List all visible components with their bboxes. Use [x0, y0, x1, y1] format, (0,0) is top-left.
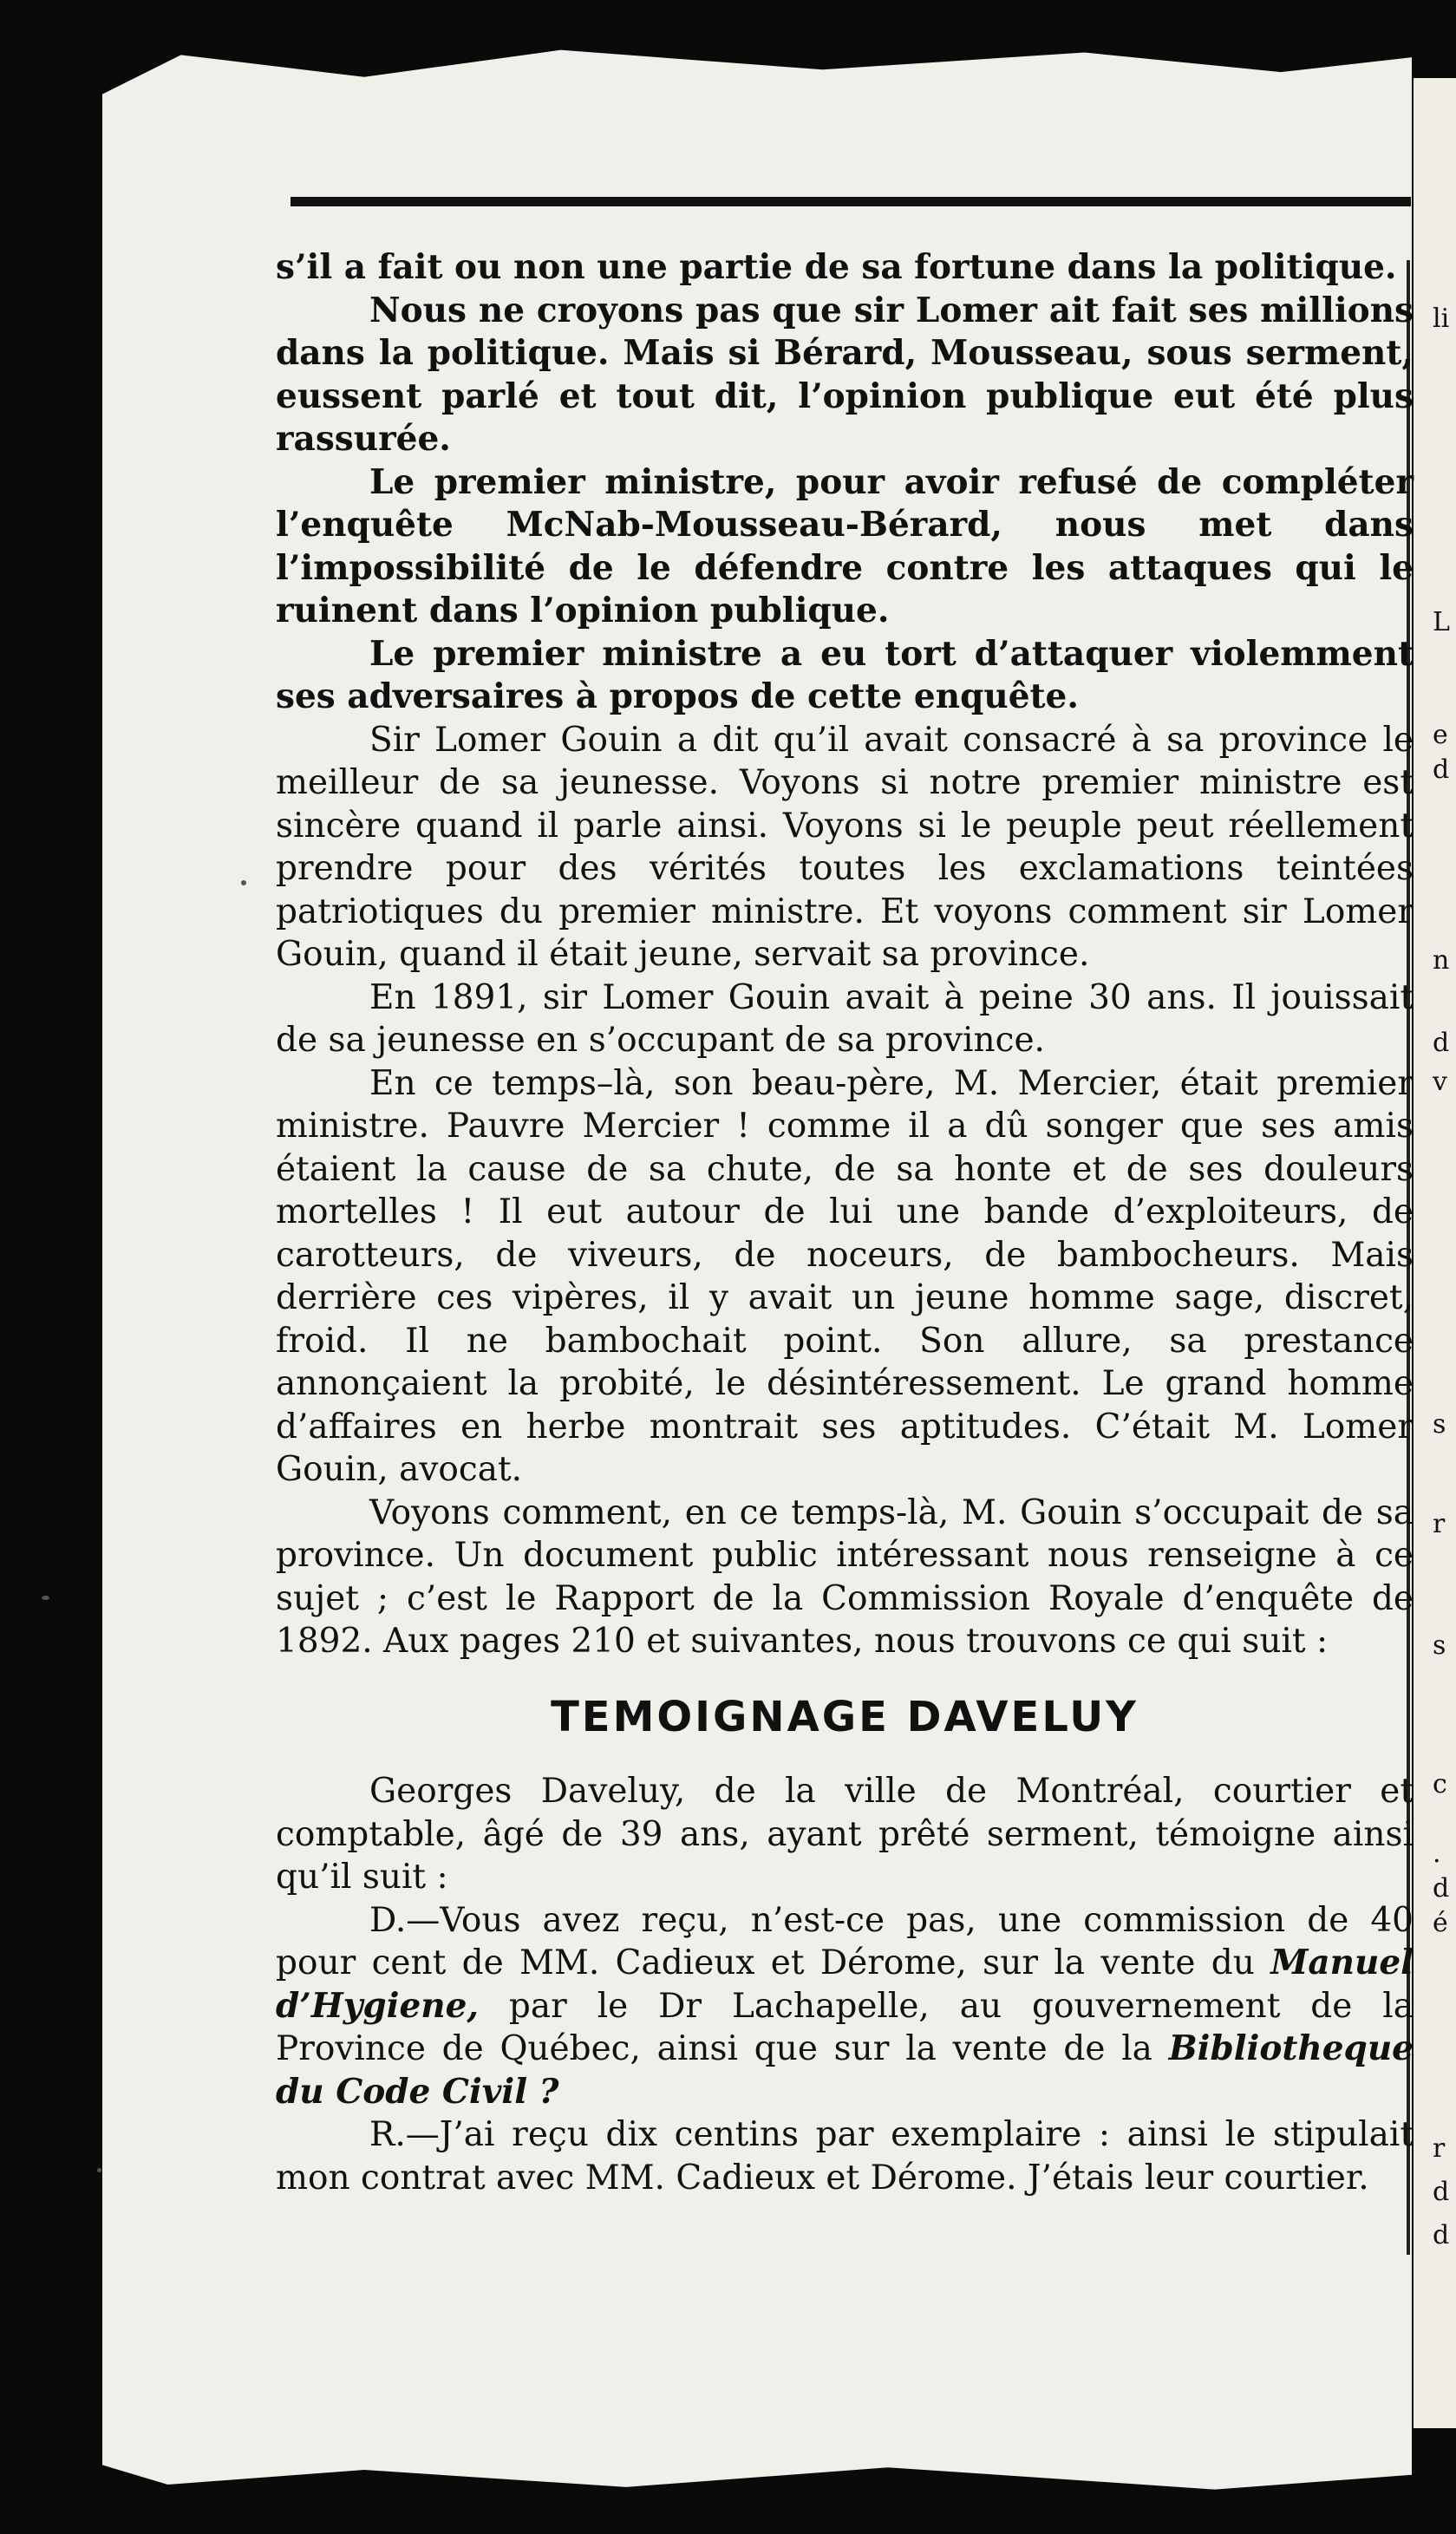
- margin-fragment: r: [1433, 2133, 1446, 2164]
- margin-fragment: .: [1433, 1838, 1441, 1869]
- scan-speck: [97, 2168, 101, 2172]
- margin-fragment: d: [1433, 754, 1450, 785]
- margin-fragment: s: [1433, 1630, 1446, 1661]
- question-text: D.—Vous avez reçu, n’est-ce pas, une commission de 40 pour cent de MM. Cadieux et Dérome, sur la vente du: [276, 1900, 1414, 1982]
- book-title: Bibliotheque du Code Civil ?: [276, 2028, 1414, 2112]
- paragraph: s’il a fait ou non une partie de sa fortune dans la politique.: [276, 247, 1397, 287]
- section-heading: TEMOIGNAGE DAVELUY: [551, 1692, 1139, 1741]
- paragraph: Nous ne croyons pas que sir Lomer ait fait ses millions dans la politique. Mais si Bérard, Mousseau, sous serment, eussent parlé et tout dit, l’opinion publique eut été plus rassurée.: [276, 290, 1414, 459]
- paragraph: Le premier ministre, pour avoir refusé de compléter l’enquête McNab-Mousseau-Bérard, nous met dans l’impossibilité de le défendre contre les attaques qui le ruinent dans l’opinion publique.: [276, 461, 1414, 630]
- question-text: par le Dr Lachapelle, au gouvernement de la Province de Québec, ainsi que sur la vente de la: [276, 1986, 1414, 2068]
- margin-fragment: L: [1433, 607, 1450, 637]
- testimony-intro: Georges Daveluy, de la ville de Montréal, courtier et comptable, âgé de 39 ans, ayant prêté serment, témoigne ainsi qu’il suit :: [276, 1772, 1414, 1897]
- paragraph: Le premier ministre a eu tort d’attaquer violemment ses adversaires à propos de cette enquête.: [276, 633, 1414, 716]
- margin-fragment: d: [1433, 1028, 1450, 1058]
- scan-speck: [241, 880, 246, 885]
- margin-fragment: v: [1433, 1067, 1447, 1097]
- paragraph: En 1891, sir Lomer Gouin avait à peine 30 ans. Il jouissait de sa jeunesse en s’occupant de sa province.: [276, 977, 1414, 1060]
- margin-fragment: r: [1433, 1509, 1446, 1539]
- margin-fragment: e: [1433, 720, 1448, 750]
- paragraph: Sir Lomer Gouin a dit qu’il avait consacré à sa province le meilleur de sa jeunesse. Voyons si notre premier ministre est sincère quand il parle ainsi. Voyons si le peuple peut réellement prendre pour des vérités toutes les exclamations teintées patriotiques du premier ministre. Et voyons comment sir Lomer Gouin, quand il était jeune, servait sa province.: [276, 720, 1414, 974]
- scan-speck: [42, 1596, 49, 1600]
- paragraph: Voyons comment, en ce temps-là, M. Gouin s’occupait de sa province. Un document public intéressant nous renseigne à ce sujet ; c’est le Rapport de la Commission Royale d’enquête de 1892. Aux pages 210 et suivantes, nous trouvons ce qui suit :: [276, 1492, 1414, 1661]
- margin-fragment: d: [1433, 2177, 1450, 2207]
- margin-fragment: n: [1433, 945, 1450, 976]
- paragraph: En ce temps–là, son beau-père, M. Mercier, était premier ministre. Pauvre Mercier ! comme il a dû songer que ses amis étaient la cause de sa chute, de sa honte et de ses douleurs mortelles ! Il eut autour de lui une bande d’exploiteurs, de carotteurs, de viveurs, de noceurs, de bambocheurs. Mais derrière ces vipères, il y avait un jeune homme sage, discret, froid. Il ne bambochait point. Son allure, sa prestance annonçaient la probité, le désintéressement. Le grand homme d’affaires en herbe montrait ses aptitudes. C’était M. Lomer Gouin, avocat.: [276, 1063, 1414, 1489]
- margin-fragment: li: [1433, 304, 1450, 334]
- margin-fragment: d: [1433, 2220, 1450, 2250]
- margin-fragment: é: [1433, 1908, 1448, 1938]
- header-rule: [291, 197, 1411, 206]
- testimony-answer: R.—J’ai reçu dix centins par exemplaire : ainsi le stipulait mon contrat avec MM. Cadieux et Dérome. J’étais leur courtier.: [276, 2115, 1414, 2198]
- margin-fragment: c: [1433, 1769, 1447, 1799]
- margin-fragment: s: [1433, 1409, 1446, 1440]
- book-title: Manuel d’Hygiene,: [276, 1943, 1414, 2026]
- adjacent-page-edge: [1414, 78, 1456, 2428]
- margin-fragment: d: [1433, 1873, 1450, 1904]
- article-body: [276, 246, 1414, 2199]
- testimony-question: [276, 1899, 1414, 2114]
